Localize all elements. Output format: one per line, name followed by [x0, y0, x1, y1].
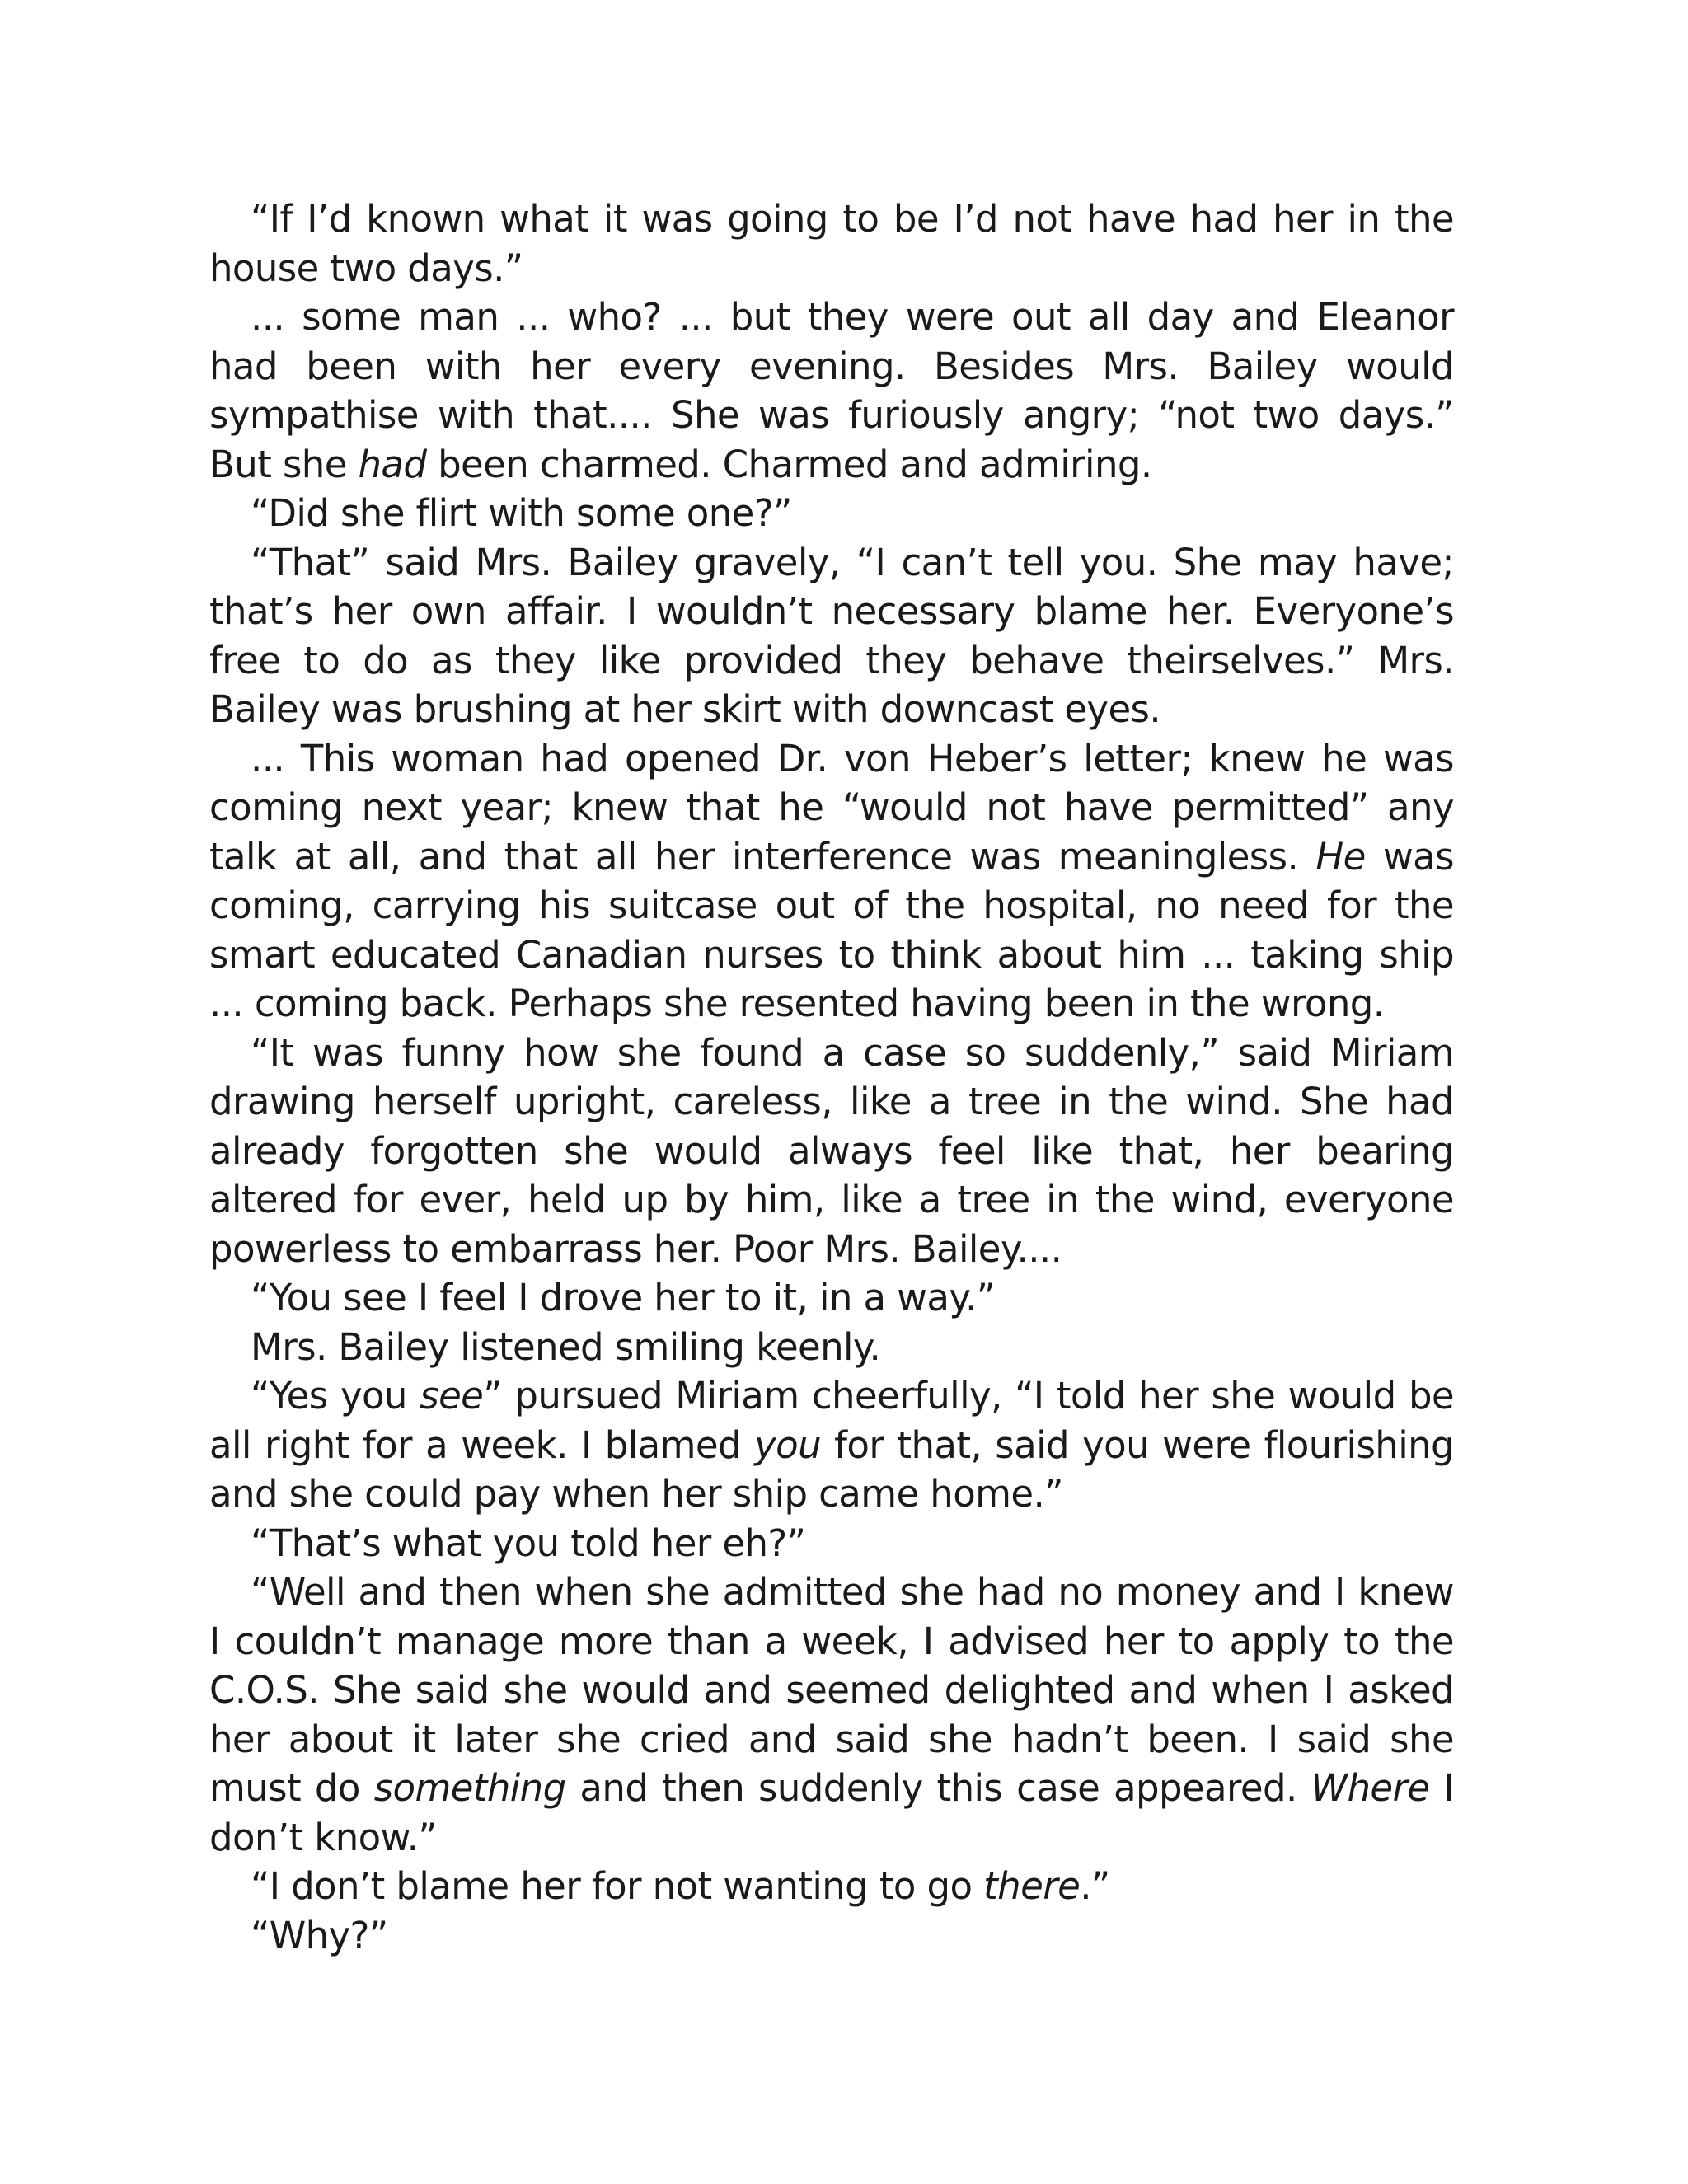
text-run: for that, said you were flourishing and she could pay when her ship came home.”	[209, 1422, 1454, 1516]
paragraph-10	[209, 1519, 1454, 1568]
paragraph-1	[209, 194, 1454, 293]
italic-text: had	[358, 442, 427, 486]
page-body	[209, 194, 1454, 1960]
italic-text: something	[373, 1766, 566, 1810]
text-run: “If I’d known what it was going to be I’d not have had her in the house two days.”	[209, 197, 1454, 290]
paragraph-11	[209, 1568, 1454, 1862]
text-run: “Well and then when she admitted she had no money and I knew I couldn’t manage more than a week, I advised her to apply to the C.O.S. She said she would and seemed delighted and when I asked her about it later she cried and said she hadn’t been. I said she must do	[209, 1570, 1454, 1810]
text-run: and then suddenly this case appeared.	[565, 1766, 1311, 1810]
text-run: “That’s what you told her eh?”	[251, 1521, 806, 1565]
text-run: “It was funny how she found a case so suddenly,” said Miriam drawing herself upright, careless, like a tree in the wind. She had already forgotten she would always feel like that, her bearing altered for ever, held up by him, like a tree in the wind, everyone powerless to embarrass her. Poor Mrs. Bailey....	[209, 1030, 1454, 1271]
text-run: ... This woman had opened Dr. von Heber’s letter; knew he was coming next year; knew that he “would not have permitted” any talk at all, and that all her interference was meaningless.	[209, 736, 1454, 879]
text-run: “Why?”	[251, 1913, 388, 1957]
paragraph-5	[209, 734, 1454, 1029]
paragraph-12	[209, 1862, 1454, 1911]
paragraph-8	[209, 1323, 1454, 1372]
text-run: “I don’t blame her for not wanting to go	[251, 1864, 984, 1908]
text-run: been charmed. Charmed and admiring.	[426, 442, 1152, 486]
text-run: I don’t know.”	[209, 1766, 1454, 1859]
text-run: “You see I feel I drove her to it, in a way.”	[251, 1276, 996, 1319]
italic-text: there	[983, 1864, 1081, 1908]
italic-text: He	[1315, 834, 1366, 879]
text-run: ” pursued Miriam cheerfully, “I told her she would be all right for a week. I blamed	[209, 1374, 1454, 1467]
text-run: was coming, carrying his suitcase out of the hospital, no need for the smart educated Canadian nurses to think about him ... taking ship ... coming back. Perhaps she resented having been in the wrong.	[209, 834, 1455, 1025]
text-run: “Did she flirt with some one?”	[251, 491, 792, 535]
text-run: ... some man ... who? ... but they were out all day and Eleanor had been with her every evening. Besides Mrs. Bailey would sympathise with that.... She was furiously angry; “not two days.” But she	[209, 295, 1454, 486]
paragraph-13	[209, 1911, 1454, 1961]
italic-text: you	[754, 1422, 821, 1467]
paragraph-2	[209, 293, 1454, 489]
paragraph-4	[209, 538, 1454, 734]
text-run: Mrs. Bailey listened smiling keenly.	[251, 1324, 881, 1369]
paragraph-7	[209, 1273, 1454, 1323]
italic-text: Where	[1311, 1766, 1430, 1810]
text-run: “Yes you	[251, 1374, 420, 1418]
paragraph-9	[209, 1371, 1454, 1519]
text-run: .”	[1080, 1864, 1110, 1908]
paragraph-6	[209, 1029, 1454, 1274]
italic-text: see	[420, 1374, 484, 1418]
paragraph-3	[209, 489, 1454, 538]
text-run: “That” said Mrs. Bailey gravely, “I can’t tell you. She may have; that’s her own affair. I wouldn’t necessary blame her. Everyone’s free to do as they like provided they behave theirselves.” Mrs. Bailey was brushing at her skirt with downcast eyes.	[209, 540, 1454, 731]
